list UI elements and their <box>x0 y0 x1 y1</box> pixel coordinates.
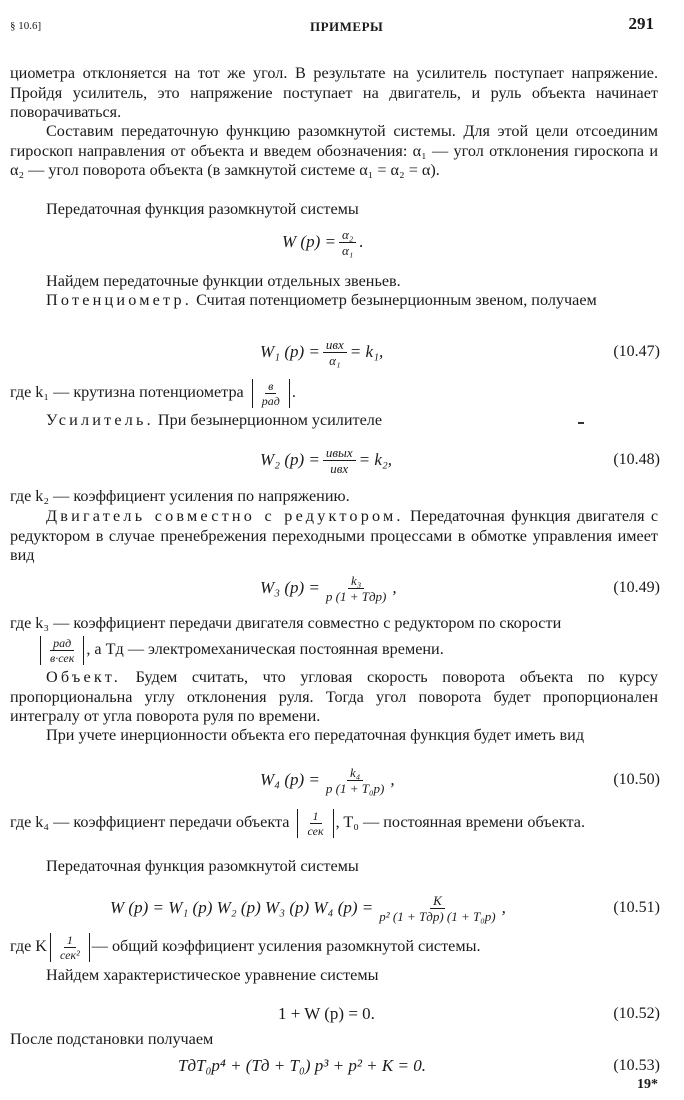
paragraph-14: Передаточная функция разомкнутой системы <box>46 857 359 875</box>
paragraph-3: Передаточная функция разомкнутой системы <box>46 200 359 218</box>
paragraph-5: Потенциометр. Считая потенциометр безынерционным звеном, получаем <box>46 291 597 309</box>
paragraph-16: Найдем характеристическое уравнение системы <box>46 966 379 984</box>
section-ref: § 10.6] <box>10 20 42 32</box>
paragraph-11: Объект. Будем считать, что угловая скорость поворота объекта по курсу пропорциональна углу отклонения руля. Тогда угол поворота будет пропорционален интегралу от угла поворота руля по времени. <box>10 668 658 725</box>
paragraph-7: Усилитель. При безынерционном усилителе <box>46 411 383 429</box>
equation-10-52: 1 + W (p) = 0. (10.52) <box>278 1004 660 1023</box>
paragraph-6: где k₁ — крутизна потенциометра $\frac{в}{\text{рад}}$ . <box>10 378 296 408</box>
stray-mark <box>578 422 584 424</box>
equation-number: (10.49) <box>613 579 660 596</box>
equation-number: (10.53) <box>613 1057 660 1074</box>
paragraph-8: где k₂ — коэффициент усиления по напряжению. <box>10 487 350 505</box>
term-potentiometer: Потенциометр. <box>46 291 193 309</box>
equation-w: W (p) = $\frac{\text{α₂}}{\text{α₁}}$ . <box>282 226 364 258</box>
paragraph-9: Двигатель совместно с редуктором. Передаточная функция двигателя с редуктором в случае пренебрежения переходными процессами в обмотке управления имеет вид <box>10 507 659 564</box>
page-number: 291 <box>628 14 654 33</box>
equation-number: (10.47) <box>613 343 660 360</box>
signature-mark: 19* <box>637 1077 658 1092</box>
unit-bracket: $\frac{1}{\text{сек²}}$ <box>50 933 90 962</box>
paragraph-15: где K $\frac{1}{\text{сек²}}$ — общий коэффициент усиления разомкнутой системы. <box>10 932 481 962</box>
paragraph-10-cont: $\frac{\text{рад}}{\text{в·сек}}$ , а Tд — электромеханическая постоянная времени. <box>10 636 658 664</box>
unit-bracket: $\frac{\text{рад}}{\text{в·сек}}$ <box>40 636 84 665</box>
eq-lhs: W (p) = <box>282 232 336 251</box>
equation-number: (10.48) <box>613 451 660 468</box>
equation-10-50: W₄ (p) = $\frac{\text{k₄}}{\text{p (1 + T₀p)}}$ , (10.50) <box>260 764 660 796</box>
paragraph-1: циометра отклоняется на тот же угол. В результате на усилитель поступает напряжение. Пройдя усилитель, это напряжение поступает на двигатель, и руль объекта начинает поворачиваться. <box>10 64 658 121</box>
term-motor: Двигатель совместно с редуктором. <box>46 507 404 525</box>
term-object: Объект. <box>46 668 122 686</box>
equation-10-47: W₁ (p) = $\frac{\text{uвх}}{\text{α₁}}$ = k₁, (10.47) <box>260 336 660 368</box>
equation-10-48: W₂ (p) = $\frac{\text{uвых}}{\text{uвх}}$ = k₂, (10.48) <box>260 444 660 476</box>
paragraph-10: где k₃ — коэффициент передачи двигателя совместно с редуктором по скорости <box>10 614 562 632</box>
paragraph-17: После подстановки получаем <box>10 1030 214 1048</box>
equation-number: (10.52) <box>613 1005 660 1022</box>
equation-10-49: W₃ (p) = $\frac{\text{k₃}}{\text{p (1 + Tдp)}}$ , (10.49) <box>260 572 660 604</box>
eq-fraction: $\frac{\text{α₂}}{\text{α₁}}$ <box>339 227 356 258</box>
paragraph-2: Составим передаточную функцию разомкнутой системы. Для этой цели отсоединим гироскоп направления от объекта и введем обозначения: α₁ — угол отклонения гироскопа и α₂ — угол поворота объекта (в замкнутой системе α₁ = α₂ = α). <box>10 122 658 179</box>
unit-bracket: $\frac{1}{\text{сек}}$ <box>297 809 333 838</box>
unit-bracket: $\frac{в}{\text{рад}}$ <box>252 379 290 408</box>
equation-number: (10.51) <box>613 899 660 916</box>
paragraph-4: Найдем передаточные функции отдельных звеньев. <box>46 272 401 290</box>
paragraph-12: При учете инерционности объекта его передаточная функция будет иметь вид <box>46 726 585 744</box>
running-header <box>10 12 654 36</box>
equation-10-51: W (p) = W₁ (p) W₂ (p) W₃ (p) W₄ (p) = $\frac{K}{\text{p² (1 + Tдp) (1 + T₀p)}}$ , (10.51) <box>110 892 660 924</box>
equation-number: (10.50) <box>613 771 660 788</box>
term-amplifier: Усилитель. <box>46 411 154 429</box>
running-title: ПРИМЕРЫ <box>310 19 384 34</box>
paragraph-13: где k₄ — коэффициент передачи объекта $\frac{1}{\text{сек}}$ , T₀ — постоянная времени объекта. <box>10 808 586 838</box>
equation-10-53: TдT₀p⁴ + (Tд + T₀) p³ + p² + K = 0. (10.53) <box>178 1056 660 1075</box>
